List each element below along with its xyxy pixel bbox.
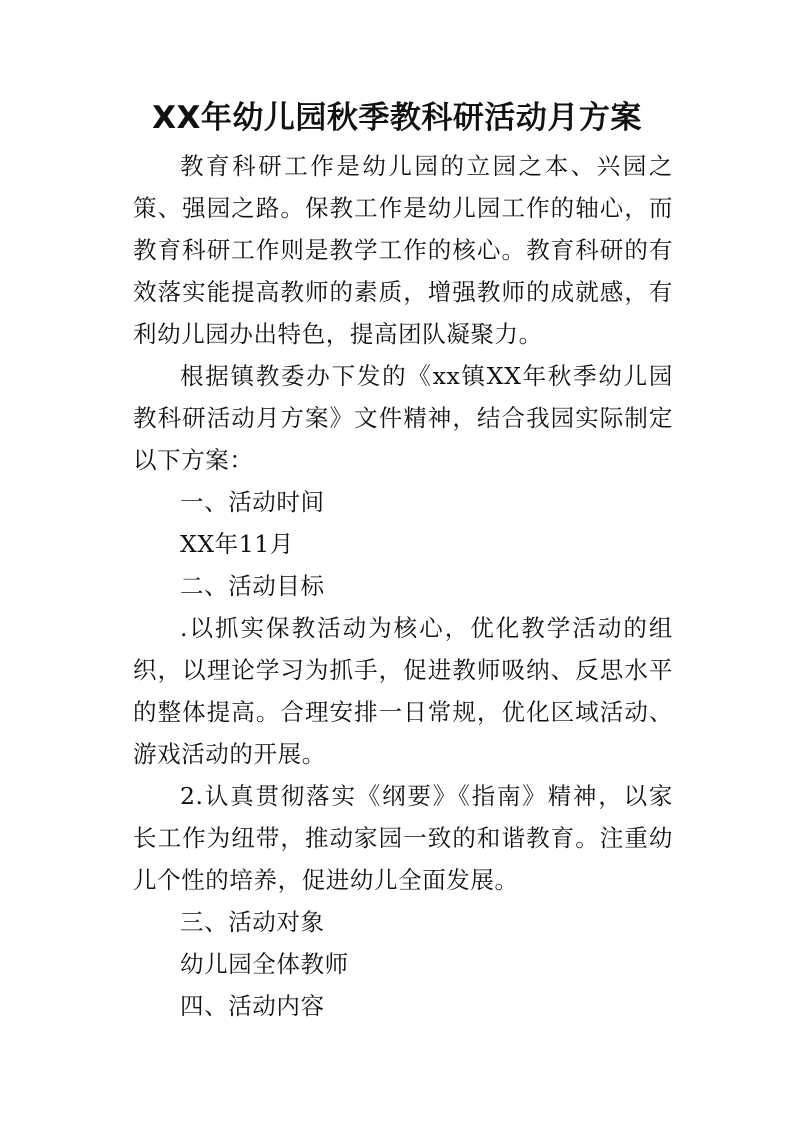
section-heading-audience: 三、活动对象 [180,908,325,936]
section-heading-time: 一、活动时间 [180,488,325,516]
paragraph-intro: 教育科研工作是幼儿园的立园之本、兴园之策、强园之路。保教工作是幼儿园工作的轴心，而教育科研工作则是教学工作的核心。教育科研的有效落实能提高教师的素质，增强教师的成就感，有利幼儿园办出特色，提高团队凝聚力。 [133,152,673,348]
paragraph-basis: 根据镇教委办下发的《xx镇XX年秋季幼儿园教科研活动月方案》文件精神，结合我园实际制定以下方案： [133,362,673,474]
document-title: XX年幼儿园秋季教科研活动月方案 [152,100,642,136]
paragraph-time-value: XX年11月 [180,530,294,558]
paragraph-goal-2: 2.认真贯彻落实《纲要》《指南》精神，以家长工作为纽带，推动家园一致的和谐教育。注重幼儿个性的培养，促进幼儿全面发展。 [133,782,673,894]
paragraph-goal-1: .以抓实保教活动为核心，优化教学活动的组织，以理论学习为抓手，促进教师吸纳、反思水平的整体提高。合理安排一日常规，优化区域活动、游戏活动的开展。 [133,614,673,768]
section-heading-goals: 二、活动目标 [180,572,325,600]
paragraph-audience-value: 幼儿园全体教师 [180,950,349,978]
document-body [133,145,673,1027]
section-heading-content: 四、活动内容 [180,992,325,1020]
